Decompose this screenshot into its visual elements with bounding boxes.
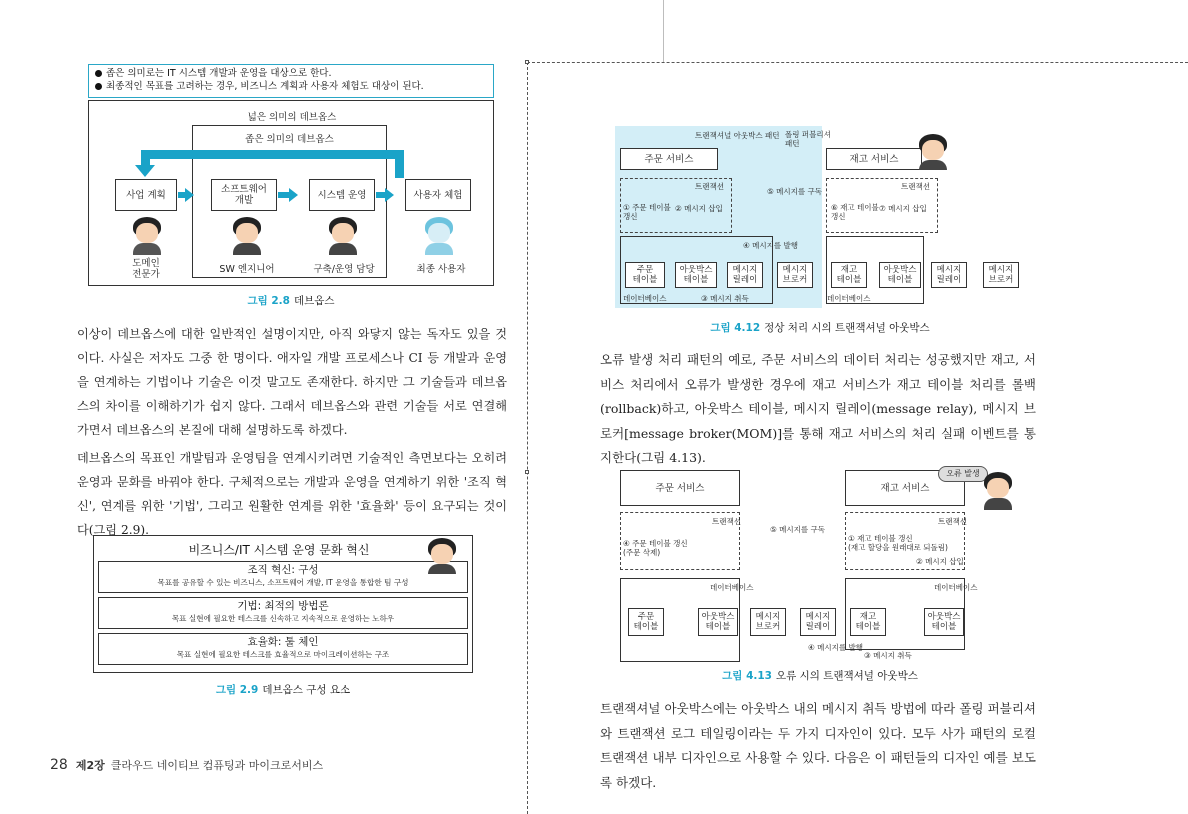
feedback-arrow-head: [135, 165, 155, 177]
right-paragraph-1: 오류 발생 처리 패턴의 예로, 주문 서비스의 데이터 처리는 성공했지만 재고, 서비스 처리에서 오류가 발생한 경우에 재고 서비스가 재고 테이블 처리를 롤백(rollback)하고, 아웃박스 테이블, 메시지 릴레이(message relay), 메시지 브로커[message broker(MOM)]를 통해 재고 서비스의 처리 실패 이벤트를 통지한다(그림 4.13).: [600, 352, 1036, 465]
fig412-db-right-label: 데이터베이스: [827, 294, 871, 303]
fig29-row-2: [98, 597, 468, 629]
person-label-1: 도메인 전문가: [132, 258, 160, 280]
figure-4-12: [615, 126, 1025, 308]
avatar-sw-engineer: [229, 217, 265, 255]
avatar-fig412: [915, 134, 951, 170]
page-footer: [50, 757, 520, 773]
fig412-order-table: 주문 테이블: [625, 262, 665, 288]
fig413-right-step: ① 재고 테이블 갱신 (재고 할당을 원래대로 되돌림): [848, 534, 948, 552]
fig412-tx-left-label: 트랜잭션: [695, 182, 724, 191]
fig412-relay-left: 메시지 릴레이: [727, 262, 763, 288]
fig29-row-1-desc: 목표를 공유할 수 있는 비즈니스, 소프트웨어 개발, IT 운영을 통합한 팀 구성: [157, 578, 409, 587]
chapter-label: 제2장: [75, 759, 105, 772]
fig412-broker-left: 메시지 브로커: [777, 262, 813, 288]
right-paragraph-2: 트랜잭셔널 아웃박스에는 아웃박스 내의 메시지 취득 방법에 따라 폴링 퍼블리셔와 트랜잭션 로그 테일링이라는 두 가지 디자인이 있다. 모두 사가 패턴의 로컬 트랜잭션 내부 디자인으로 사용할 수 있다. 다음은 이 패턴들의 디자인 예를 보도록 하겠다.: [600, 701, 1036, 790]
fig412-broker-right: 메시지 브로커: [983, 262, 1019, 288]
fig412-db-left-label: 데이터베이스: [623, 294, 667, 303]
feedback-arrow-top: [141, 150, 403, 159]
note-box: [88, 64, 494, 98]
fig29-row-2-head: 기법: 최적의 방법론: [237, 600, 329, 612]
caption-4-12-num: 그림 4.12: [710, 322, 761, 334]
fig29-row-2-desc: 목표 실현에 필요한 테스크를 신속하고 지속적으로 운영하는 노하우: [171, 614, 395, 623]
fig412-step1-right: ⑥ 재고 테이블 갱신: [831, 203, 879, 221]
avatar-ops: [325, 217, 361, 255]
fig413-broker: 메시지 브로커: [750, 608, 786, 636]
flow-arrow-2-shaft: [278, 192, 290, 198]
flow-arrow-2: [289, 188, 298, 202]
fig413-subscribe: ⑤ 메시지를 구독: [770, 525, 825, 534]
fig413-outbox-right: 아웃박스 테이블: [924, 608, 964, 636]
mid-marker: [525, 470, 529, 474]
fig413-stock-table: 재고 테이블: [850, 608, 886, 636]
fig413-fetch: ③ 메시지 취득: [864, 651, 912, 660]
fig412-stock-service: 재고 서비스: [826, 148, 922, 170]
caption-4-13: [620, 668, 1020, 683]
caption-4-12: [615, 320, 1025, 335]
left-paragraph-1: 이상이 데브옵스에 대한 일반적인 설명이지만, 아직 와닿지 않는 독자도 있을 것이다. 사실은 저자도 그중 한 명이다. 애자일 개발 프로세스나 CI 등 개발과 운영을 연계하는 기법이나 기술은 이것 말고도 존재한다. 하지만 그 기술들과 데브옵스의 차이를 이해하기가 쉽지 않다. 그래서 데브옵스와 관련 기술들 서로 연결해 가면서 데브옵스의 본질에 대해 설명하도록 하겠다.: [77, 327, 507, 437]
flow-arrow-3: [385, 188, 394, 202]
figure-2-9: [93, 535, 473, 673]
caption-2-8-num: 그림 2.8: [247, 295, 290, 307]
flow-arrow-1-shaft: [178, 192, 187, 198]
fig412-order-service: 주문 서비스: [620, 148, 718, 170]
caption-2-9: [93, 682, 473, 697]
person-label-3: 구축/운영 담당: [313, 264, 375, 275]
caption-2-8: [88, 293, 494, 308]
note-line-1: 좁은 의미로는 IT 시스템 개발과 운영을 대상으로 한다.: [106, 68, 332, 79]
person-label-2: SW 엔지니어: [219, 264, 275, 275]
fig412-tx-right-label: 트랜잭션: [901, 182, 930, 191]
fig413-stock-service: 재고 서비스: [845, 470, 965, 506]
caption-4-13-text: 오류 시의 트랜잭셔널 아웃박스: [775, 670, 918, 682]
box-user-experience: 사용자 체험: [405, 179, 471, 211]
fig413-tx-right-label: 트랜잭션: [938, 517, 967, 526]
fig413-error-badge: 오류 발생: [938, 466, 988, 482]
page-top-dashed: [527, 62, 1188, 63]
feedback-arrow-right: [395, 150, 404, 178]
fig412-pattern-label: 트랜잭셔널 아웃박스 패턴: [695, 131, 780, 140]
avatar-fig413: [980, 472, 1016, 510]
figure-2-8: [88, 100, 494, 286]
fig29-row-3: [98, 633, 468, 665]
fig412-publish: ④ 메시지를 발행: [743, 241, 798, 250]
person-label-4: 최종 사용자: [416, 264, 466, 275]
caption-2-8-text: 데브옵스: [293, 295, 335, 307]
flow-arrow-3-shaft: [376, 192, 386, 198]
caption-4-13-num: 그림 4.13: [722, 670, 772, 682]
fig413-outbox-left: 아웃박스 테이블: [698, 608, 738, 636]
fig413-tx-left-label: 트랜잭션: [712, 517, 741, 526]
figure-4-13: [620, 466, 1020, 662]
fig413-db-left-label: 데이터베이스: [710, 583, 754, 592]
box-business-plan: 사업 계획: [115, 179, 177, 211]
fig412-fetch: ③ 메시지 취득: [701, 294, 749, 303]
fig413-right-insert: ② 메시지 삽입: [916, 557, 964, 566]
corner-marker: [525, 60, 529, 64]
fig412-outbox-right: 아웃박스 테이블: [879, 262, 921, 288]
fig413-db-right-label: 데이터베이스: [934, 583, 978, 592]
fig29-row-3-desc: 목표 실현에 필요한 테스크를 효율적으로 마이크레이션하는 구조: [176, 650, 390, 659]
avatar-fig29: [422, 538, 462, 574]
fig412-relay-right: 메시지 릴레이: [931, 262, 967, 288]
fig412-outbox-left: 아웃박스 테이블: [675, 262, 717, 288]
avatar-domain-expert: [129, 217, 165, 255]
fig413-left-step: ④ 주문 테이블 갱신 (주문 삭제): [623, 539, 688, 557]
box-system-ops: 시스템 운영: [309, 179, 375, 211]
avatar-end-user: [421, 217, 457, 255]
fig412-stock-table: 재고 테이블: [831, 262, 867, 288]
fig29-title: 비즈니스/IT 시스템 운영 문화 혁신: [188, 543, 370, 557]
fig412-step1-left: ① 주문 테이블 갱신: [623, 203, 671, 221]
left-paragraph-2: 데브옵스의 목표인 개발팀과 운영팀을 연계시키려면 기술적인 측면보다는 오히려 운영과 문화를 바꿔야 한다. 구체적으로는 개발과 운영을 연계하기 위한 '조직 혁신', 연계를 위한 '기법', 그리고 원활한 연계를 위한 '효율화' 등이 요구되는 것이다(그림 2.9).: [77, 451, 507, 537]
fig29-row-3-head: 효율화: 툴 체인: [247, 636, 319, 648]
fig412-poll-label: 폴링 퍼블리셔 패턴: [785, 130, 831, 148]
fig412-step2-right: ⑦ 메시지 삽입: [879, 204, 927, 213]
fig413-relay: 메시지 릴레이: [800, 608, 836, 636]
fig412-step2-left: ② 메시지 삽입: [675, 204, 723, 213]
caption-2-9-text: 데브옵스 구성 요소: [262, 684, 351, 696]
page-divider-top: [663, 0, 664, 62]
fig413-order-service: 주문 서비스: [620, 470, 740, 506]
caption-2-9-num: 그림 2.9: [215, 684, 259, 696]
fig413-publish: ④ 메시지를 발행: [808, 643, 863, 652]
inner-label: 좁은 의미의 데브옵스: [245, 134, 334, 145]
box-software-dev: 소프트웨어 개발: [211, 179, 277, 211]
page-divider-dashed: [527, 62, 528, 814]
caption-4-12-text: 정상 처리 시의 트랜잭셔널 아웃박스: [764, 322, 930, 334]
page-number: 28: [50, 757, 68, 773]
note-line-2: 최종적인 목표를 고려하는 경우, 비즈니스 계획과 사용자 체험도 대상이 된다.: [106, 80, 424, 92]
fig412-subscribe: ⑤ 메시지를 구독: [767, 187, 822, 196]
fig29-row-1-head: 조직 혁신: 구성: [247, 564, 319, 576]
fig413-order-table: 주문 테이블: [628, 608, 664, 636]
chapter-title: 클라우드 네이티브 컴퓨팅과 마이크로서비스: [110, 759, 324, 772]
fig29-row-1: [98, 561, 468, 593]
outer-label: 넓은 의미의 데브옵스: [247, 112, 337, 123]
